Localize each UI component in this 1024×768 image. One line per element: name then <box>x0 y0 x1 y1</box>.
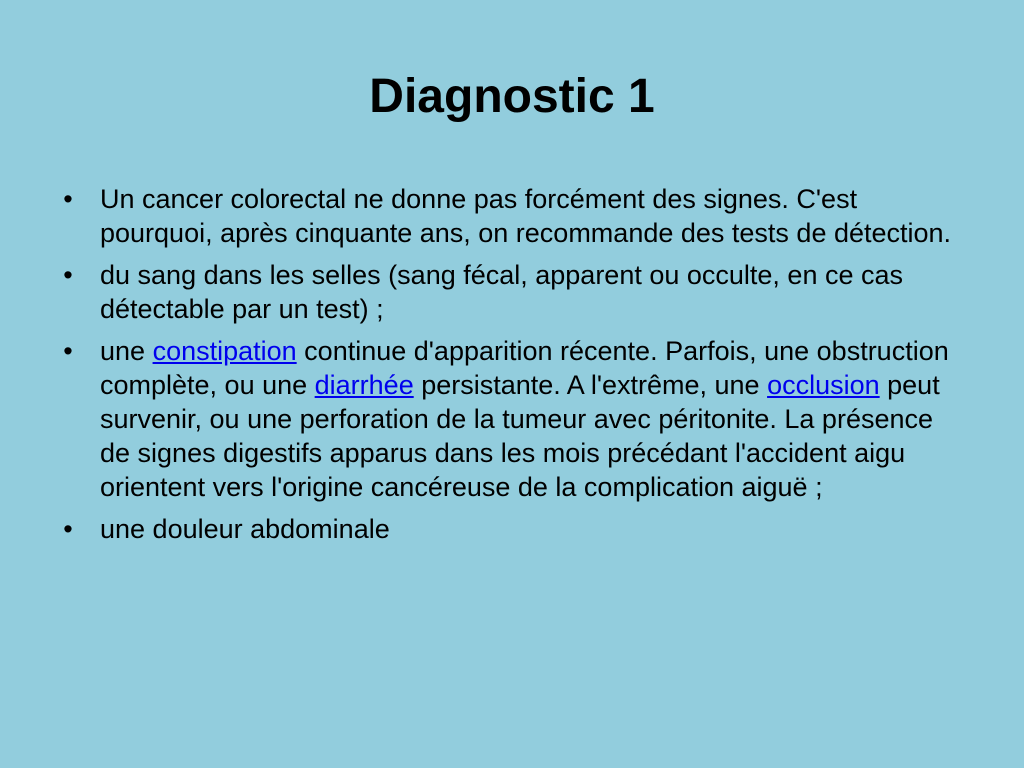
link-constipation[interactable]: constipation <box>152 336 297 366</box>
bullet-text: peut survenir, ou une perforation de la tumeur avec péritonite. La présence de signes digestifs apparus dans les mois précédant l'accident aigu orientent vers l'origine cancéreuse de la complication aiguë ; <box>100 370 940 502</box>
bullet-item <box>58 334 958 504</box>
link-occlusion[interactable]: occlusion <box>767 370 880 400</box>
bullet-text: du sang dans les selles (sang fécal, apparent ou occulte, en ce cas détectable par un test) ; <box>100 260 903 324</box>
bullet-list <box>58 182 958 554</box>
bullet-text: une douleur abdominale <box>100 514 390 544</box>
bullet-point-icon: • <box>63 260 73 290</box>
slide-title: Diagnostic 1 <box>369 70 655 123</box>
bullet-text: persistante. A l'extrême, une <box>413 370 768 400</box>
bullet-text: une <box>100 336 153 366</box>
bullet-text: Un cancer colorectal ne donne pas forcément des signes. C'est pourquoi, après cinquante ans, on recommande des tests de détection. <box>100 184 952 248</box>
bullet-text: continue d'apparition récente. Parfois, une obstruction complète, ou une <box>100 336 949 400</box>
bullet-item <box>58 258 958 326</box>
bullet-point-icon: • <box>63 514 73 544</box>
bullet-item <box>58 512 958 546</box>
bullet-point-icon: • <box>63 336 73 366</box>
bullet-point-icon: • <box>63 184 73 214</box>
link-diarrhe[interactable]: diarrhée <box>314 370 414 400</box>
bullet-item <box>58 182 958 250</box>
